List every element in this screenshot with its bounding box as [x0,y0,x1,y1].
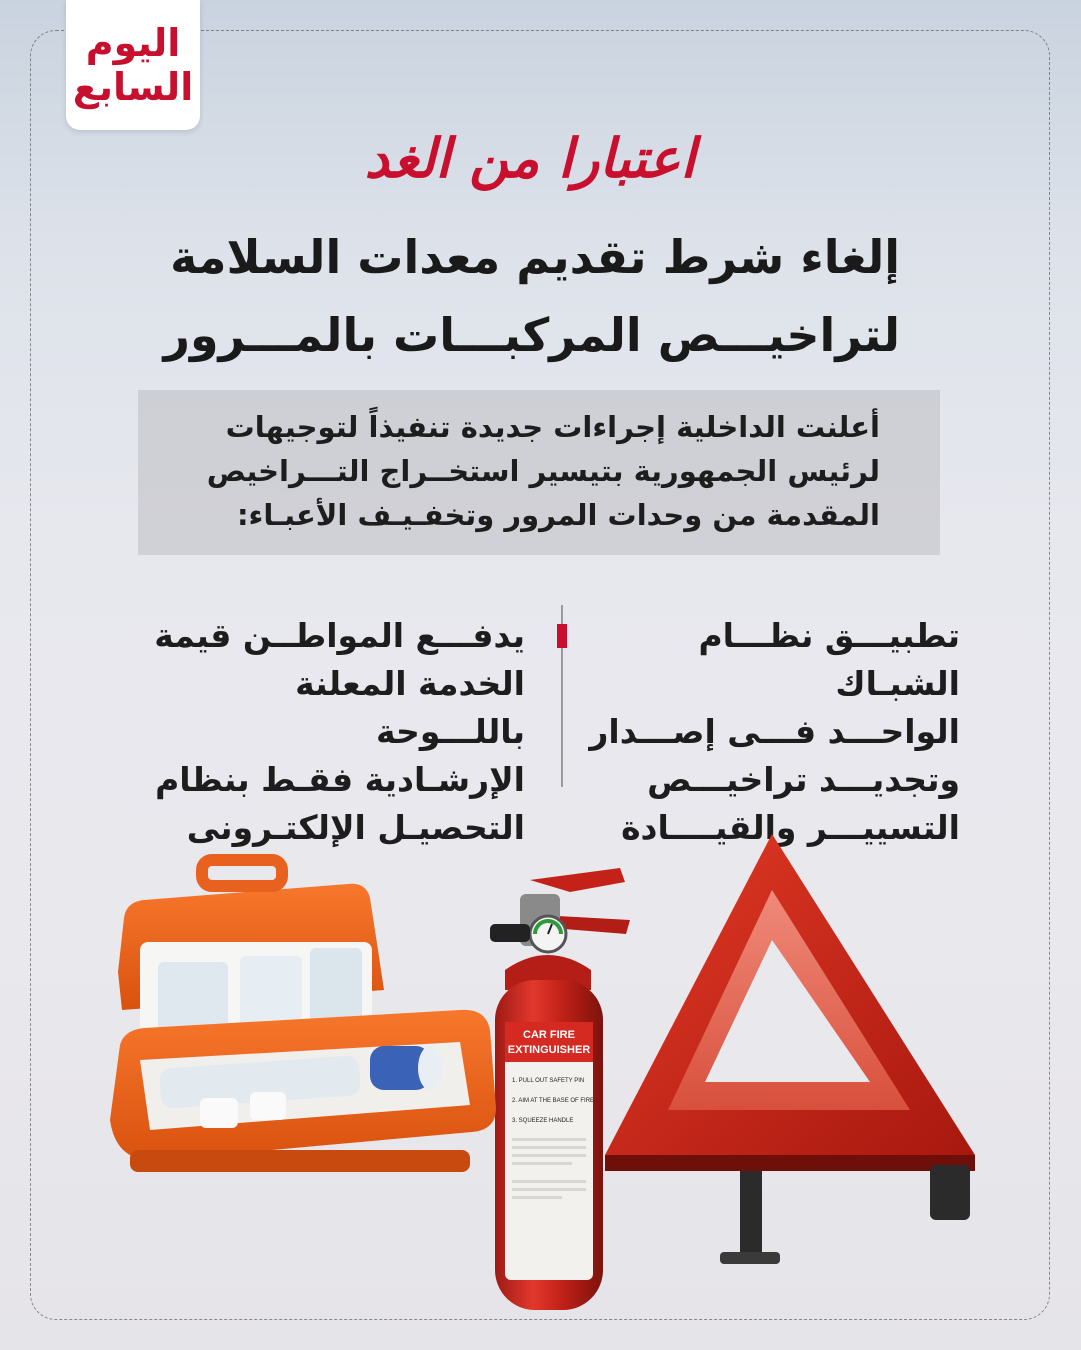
point-electronic-payment [145,612,525,852]
point-left-line-1: يدفـــع المواطــن قيمة [154,616,525,655]
intro-line-1: أعلنت الداخلية إجراءات جديدة تنفيذاً لتوجيهات [225,410,880,444]
brand-logo [66,0,200,130]
point-right-line-4: التسييـــر والقيــــادة [621,808,960,847]
point-left-line-3: الإرشـادية فقـط بنظام [155,760,525,799]
extinguisher-step-1: 1. PULL OUT SAFETY PIN [512,1078,585,1084]
point-right-line-2: الواحـــد فـــى إصـــدار [589,712,960,751]
extinguisher-label-1: CAR FIRE [523,1029,575,1041]
first-aid-kit-icon [110,860,496,1172]
logo-line-1: اليوم [85,21,181,65]
point-single-window [580,612,960,852]
headline [150,218,900,374]
point-left-line-4: التحصيـل الإلكتـرونى [186,808,525,847]
logo-line-2: السابع [72,65,194,109]
extinguisher-step-3: 3. SQUEEZE HANDLE [512,1118,574,1124]
intro-line-2: لرئيس الجمهورية بتيسير استخــراج التـــراخيص [206,454,880,488]
divider-accent-mark [557,624,567,648]
point-right-line-3: وتجديـــد تراخيـــص [647,760,960,799]
headline-line-2: لتراخيـــص المركبـــات بالمـــرور [163,308,900,362]
fire-extinguisher-icon [490,868,630,1310]
extinguisher-label-2: EXTINGUISHER [507,1044,591,1056]
headline-line-1: إلغاء شرط تقديم معدات السلامة [170,230,900,284]
intro-line-3: المقدمة من وحدات المرور وتخفـيـف الأعبـاء: [236,498,880,532]
point-left-line-2: الخدمة المعلنة باللـــوحة [295,664,525,751]
safety-equipment-illustration [100,820,990,1330]
point-right-line-1: تطبيـــق نظـــام الشبـاك [698,616,960,703]
extinguisher-step-2: 2. AIM AT THE BASE OF FIRE [512,1098,595,1104]
intro-text [160,405,880,537]
kicker-title: اعتبارا من الغد [364,126,696,190]
warning-triangle-icon [605,834,975,1264]
